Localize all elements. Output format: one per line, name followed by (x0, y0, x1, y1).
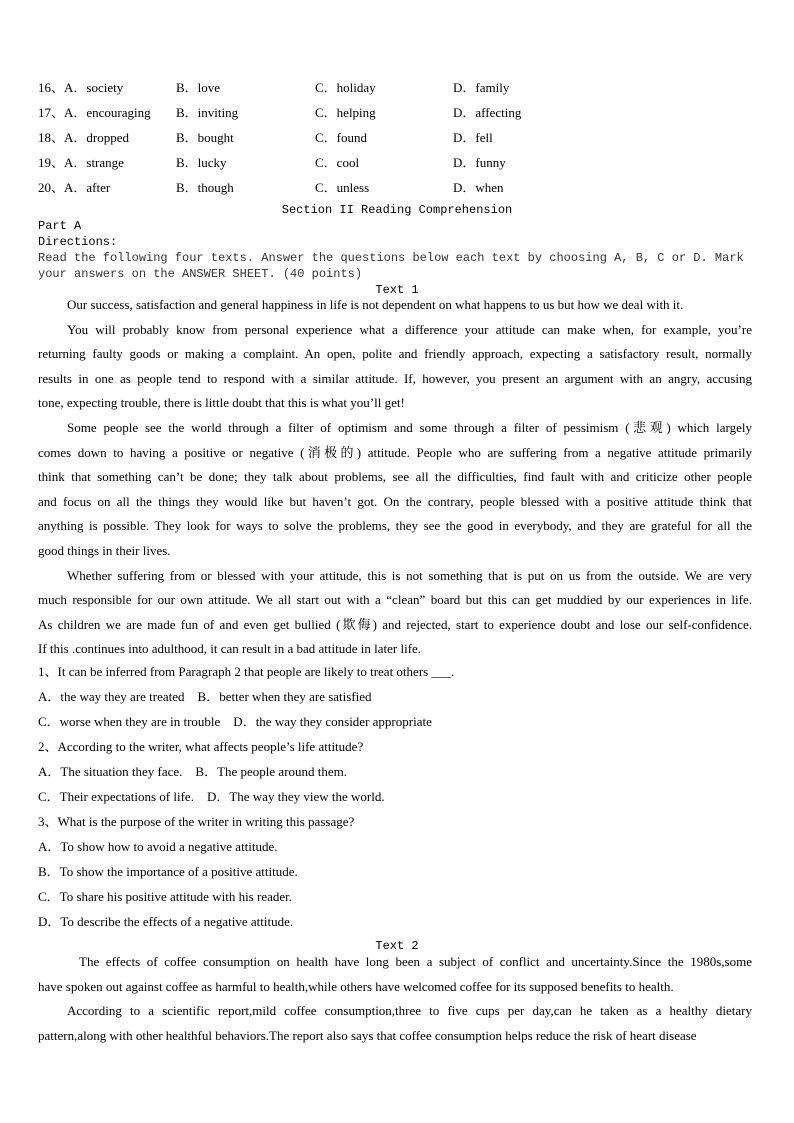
option-c: C．cool (315, 155, 360, 170)
option-c: C．unless (315, 180, 370, 195)
paragraph-line: comes down to having a positive or negative (消极的) attitude. People who are suffering from a negative attitude primarily (38, 444, 752, 460)
option-n: 17、A．encouraging (38, 105, 151, 120)
paragraph-line: The effects of coffee consumption on health have long been a subject of conflict and uncertainty.Since the 1980s,some (79, 954, 752, 969)
option-d: D．when (453, 180, 504, 195)
question-stem: 1、It can be inferred from Paragraph 2 that people are likely to treat others ___. (38, 664, 455, 679)
option-n: 19、A．strange (38, 155, 124, 170)
option-b: B．lucky (176, 155, 227, 170)
option-row (38, 102, 758, 127)
question-stem: 3、What is the purpose of the writer in writing this passage? (38, 814, 355, 829)
answer-choices: C．worse when they are in trouble D．the way they consider appropriate (38, 714, 432, 729)
answer-choices: C．Their expectations of life. D．The way they view the world. (38, 789, 385, 804)
option-row (38, 77, 758, 102)
paragraph-line: have spoken out against coffee as harmful to health,while others have welcomed coffee for its supposed benefits to health. (38, 978, 674, 994)
part-label: Part A (38, 219, 82, 233)
paragraph-line: tone, expecting trouble, there is little doubt that this is what you’ll get! (38, 395, 405, 411)
answer-choices: C．To share his positive attitude with his reader. (38, 889, 292, 904)
paragraph-line: much responsible for our own attitude. We all start out with a “clean” board but this can get muddied by our experiences in life. (38, 592, 752, 608)
option-c: C．found (315, 130, 368, 145)
text1-passage (38, 293, 752, 662)
option-b: B．love (176, 80, 221, 95)
option-row (38, 177, 758, 202)
paragraph-line: Our success, satisfaction and general happiness in life is not dependent on what happens to us but how we deal with it. (67, 297, 684, 312)
option-b: B．inviting (176, 105, 239, 120)
option-c: C．holiday (315, 80, 376, 95)
text1-title: Text 1 (375, 283, 419, 297)
paragraph-line: If this .continues into adulthood, it can result in a bad attitude in later life. (38, 641, 422, 657)
option-b: B．bought (176, 130, 234, 145)
paragraph-line: Whether suffering from or blessed with your attitude, this is not something that is put on us from the outside. We are very (67, 567, 752, 583)
option-b: B．though (176, 180, 234, 195)
option-d: D．family (453, 80, 510, 95)
option-d: D．funny (453, 155, 506, 170)
paragraph-line: and focus on all the things they would like but haven’t got. On the contrary, people blessed with a positive attitude think that (38, 493, 752, 509)
answer-choices: A．the way they are treated B．better when they are satisfied (38, 689, 372, 704)
questions (38, 659, 752, 934)
directions-line: Read the following four texts. Answer the questions below each text by choosing A, B, C or D. Mark (38, 251, 744, 265)
option-n: 16、A．society (38, 80, 124, 95)
option-row (38, 127, 758, 152)
option-n: 18、A．dropped (38, 130, 129, 145)
paragraph-line: think that something can’t be done; they talk about problems, see all the difficulties, find fault with and criticize other people (38, 469, 752, 485)
answer-choices: A．To show how to avoid a negative attitude. (38, 839, 278, 854)
paragraph-line: pattern,along with other healthful behaviors.The report also says that coffee consumption helps reduce the risk of heart disease (38, 1027, 697, 1043)
text2-title: Text 2 (375, 939, 419, 953)
option-d: D．fell (453, 130, 493, 145)
question-stem: 2、According to the writer, what affects people’s life attitude? (38, 739, 364, 754)
directions-line: your answers on the ANSWER SHEET. (40 points) (38, 267, 363, 281)
paragraph-line: As children we are made fun of and even get bullied (欺侮) and rejected, start to experience doubt and lose our self-confidence. (38, 616, 752, 632)
paragraph-line: Some people see the world through a filter of optimism and some through a filter of pessimism (悲观) which largely (67, 419, 752, 435)
directions-label: Directions: (38, 235, 118, 249)
option-d: D．affecting (453, 105, 522, 120)
paragraph-line: good things in their lives. (38, 542, 171, 558)
option-c: C．helping (315, 105, 376, 120)
answer-choices: A．The situation they face. B．The people around them. (38, 764, 348, 779)
paragraph-line: returning faulty goods or making a complaint. An open, polite and friendly approach, expecting a satisfactory result, normally (38, 346, 752, 362)
paragraph-line: anything is possible. They look for ways to solve the problems, they see the good in everybody, and they are grateful for all the (38, 518, 752, 534)
answer-choices: B．To show the importance of a positive attitude. (38, 864, 298, 879)
option-n: 20、A．after (38, 180, 111, 195)
paragraph-line: You will probably know from personal experience what a difference your attitude can make when, for example, you’re (67, 321, 752, 337)
text2-passage (38, 950, 752, 1048)
section-title: Section II Reading Comprehension (281, 203, 513, 217)
paragraph-line: According to a scientific report,mild coffee consumption,three to five cups per day,can he taken as a healthy dietary (67, 1003, 752, 1019)
paragraph-line: results in one as people tend to respond with a similar attitude. If, however, you present an argument with an angry, accusing (38, 370, 752, 386)
answer-choices: D．To describe the effects of a negative attitude. (38, 914, 294, 929)
option-row (38, 152, 758, 177)
